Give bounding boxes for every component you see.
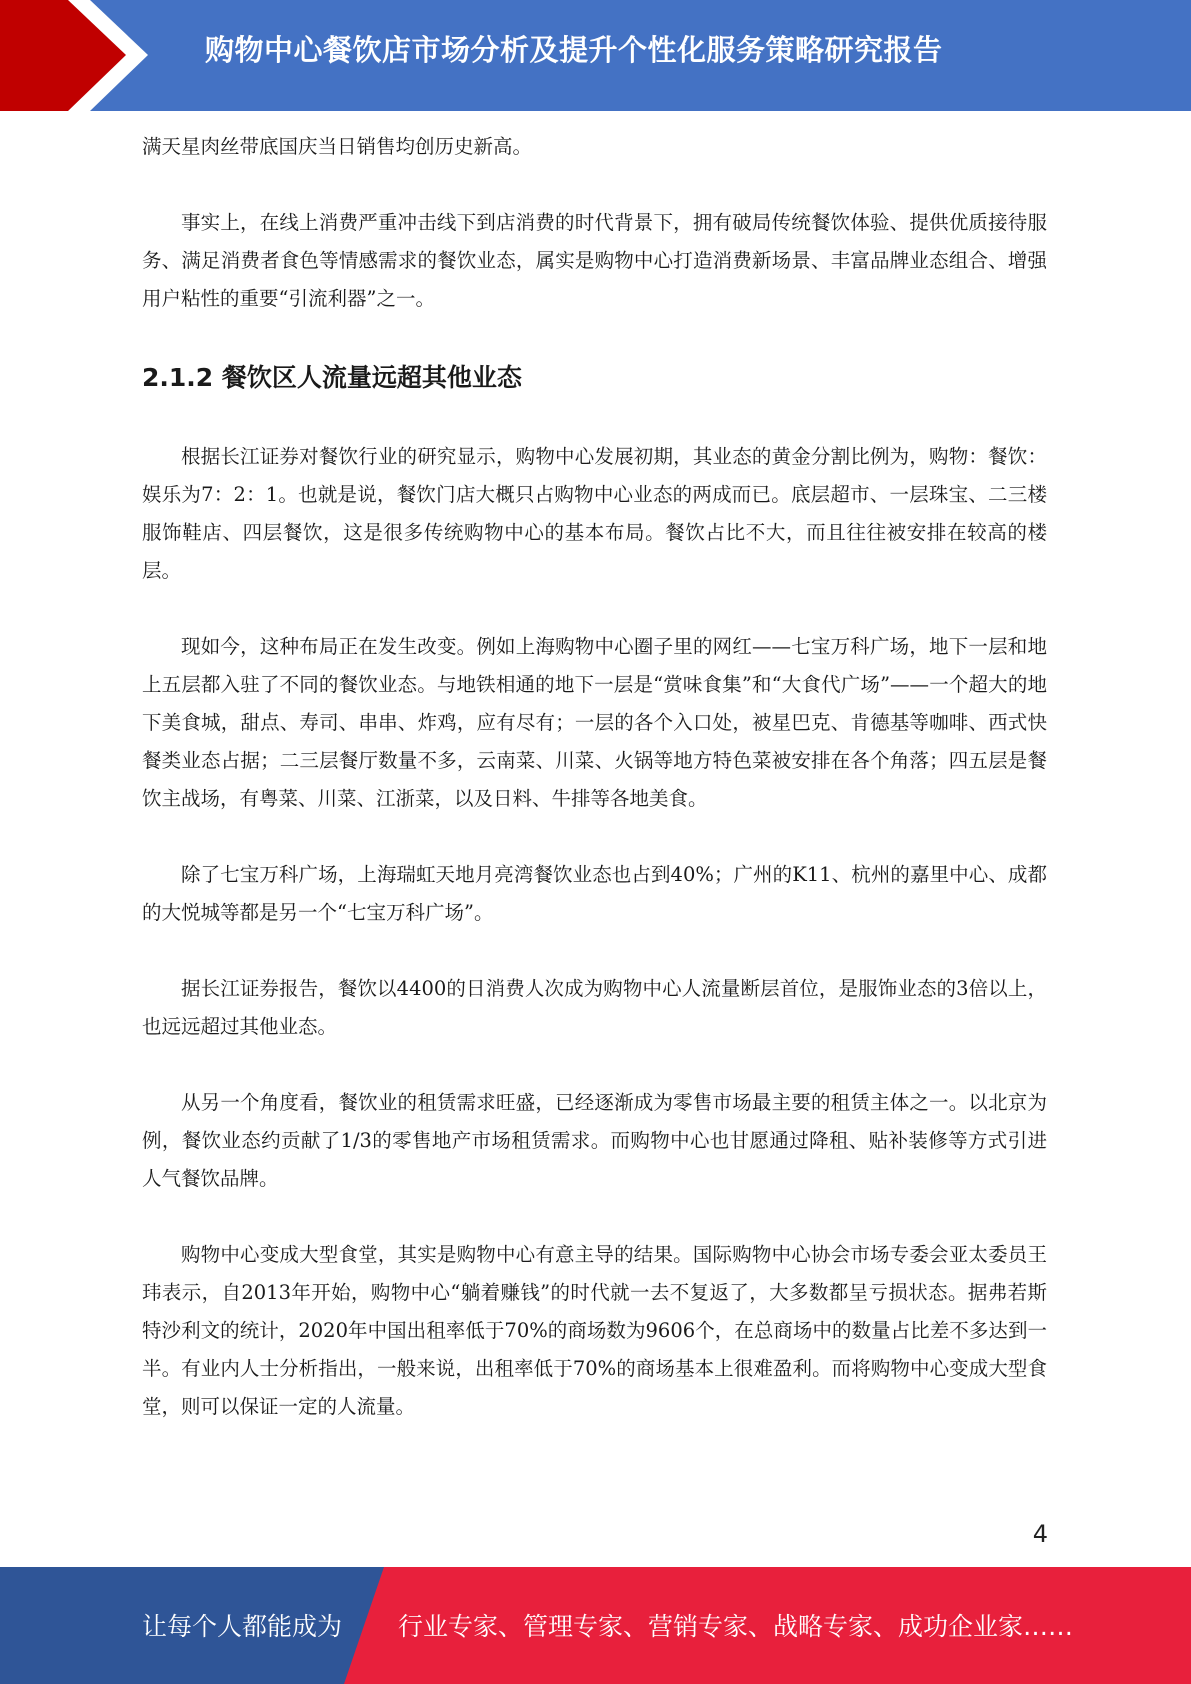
header-title: 购物中心餐饮店市场分析及提升个性化服务策略研究报告 <box>205 33 943 67</box>
document-body <box>142 128 1047 1464</box>
footer-slogan-right: 行业专家、管理专家、营销专家、战略专家、成功企业家…… <box>398 1612 1074 1641</box>
paragraph: 现如今，这种布局正在发生改变。例如上海购物中心圈子里的网红——七宝万科广场，地下一层和地上五层都入驻了不同的餐饮业态。与地铁相通的地下一层是“赏味食集”和“大食代广场”——一个超大的地下美食城，甜点、寿司、串串、炸鸡，应有尽有；一层的各个入口处，被星巴克、肯德基等咖啡、西式快餐类业态占据；二三层餐厅数量不多，云南菜、川菜、火锅等地方特色菜被安排在各个角落；四五层是餐饮主战场，有粤菜、川菜、江浙菜，以及日料、牛排等各地美食。 <box>142 635 1047 810</box>
paragraph: 满天星肉丝带底国庆当日销售均创历史新高。 <box>142 135 533 158</box>
page-number: 4 <box>1032 1520 1048 1548</box>
page-footer <box>0 1567 1191 1684</box>
paragraph: 购物中心变成大型食堂，其实是购物中心有意主导的结果。国际购物中心协会市场专委会亚太委员王玮表示，自2013年开始，购物中心“躺着赚钱”的时代就一去不复返了，大多数都呈亏损状态。据弗若斯特沙利文的统计，2020年中国出租率低于70%的商场数为9606个，在总商场中的数量占比差不多达到一半。有业内人士分析指出，一般来说，出租率低于70%的商场基本上很难盈利。而将购物中心变成大型食堂，则可以保证一定的人流量。 <box>142 1243 1047 1418</box>
paragraph: 除了七宝万科广场，上海瑞虹天地月亮湾餐饮业态也占到40%；广州的K11、杭州的嘉里中心、成都的大悦城等都是另一个“七宝万科广场”。 <box>142 863 1047 924</box>
footer-slogan-left: 让每个人都能成为 <box>142 1612 343 1641</box>
section-heading: 2.1.2 餐饮区人流量远超其他业态 <box>142 363 522 392</box>
paragraph: 事实上，在线上消费严重冲击线下到店消费的时代背景下，拥有破局传统餐饮体验、提供优质接待服务、满足消费者食色等情感需求的餐饮业态，属实是购物中心打造消费新场景、丰富品牌业态组合、增强用户粘性的重要“引流利器”之一。 <box>142 211 1047 310</box>
page-header <box>0 0 1191 111</box>
paragraph: 从另一个角度看，餐饮业的租赁需求旺盛，已经逐渐成为零售市场最主要的租赁主体之一。以北京为例，餐饮业态约贡献了1/3的零售地产市场租赁需求。而购物中心也甘愿通过降租、贴补装修等方式引进人气餐饮品牌。 <box>142 1091 1047 1190</box>
paragraph: 据长江证券报告，餐饮以4400的日消费人次成为购物中心人流量断层首位，是服饰业态的3倍以上，也远远超过其他业态。 <box>142 977 1047 1038</box>
paragraph: 根据长江证券对餐饮行业的研究显示，购物中心发展初期，其业态的黄金分割比例为，购物：餐饮：娱乐为7：2：1。也就是说，餐饮门店大概只占购物中心业态的两成而已。底层超市、一层珠宝、二三楼服饰鞋店、四层餐饮，这是很多传统购物中心的基本布局。餐饮占比不大，而且往往被安排在较高的楼层。 <box>142 445 1047 582</box>
